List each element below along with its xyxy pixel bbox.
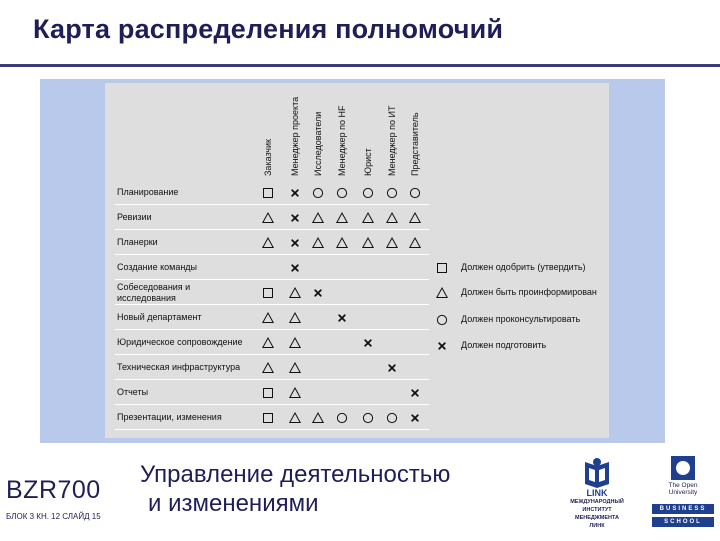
circle-icon [335, 411, 349, 425]
triangle-icon [288, 311, 302, 325]
box-icon [261, 386, 275, 400]
cross-icon [311, 286, 325, 300]
column-header: Менеджер по ИТ [387, 105, 397, 176]
row-label: Планерки [117, 237, 158, 247]
triangle-icon [335, 211, 349, 225]
wordmark-line: The Open [668, 482, 698, 489]
triangle-icon [288, 286, 302, 300]
row-label: Собеседования и исследования [117, 282, 191, 303]
cross-icon [361, 336, 375, 350]
link-caption [558, 498, 636, 530]
legend-label: Должен проконсультировать [461, 314, 581, 324]
row-label: Техническая инфраструктура [117, 362, 241, 372]
triangle-icon [361, 211, 375, 225]
triangle-icon [408, 211, 422, 225]
row-label: Юридическое сопровождение [117, 337, 243, 347]
cross-icon [288, 261, 302, 275]
cross-icon [288, 236, 302, 250]
column-header: Исследователи [313, 111, 323, 176]
row-divider [115, 204, 429, 205]
course-title [140, 460, 450, 518]
cross-icon [335, 311, 349, 325]
row-label: Презентации, изменения [117, 412, 222, 422]
row-label: Планирование [117, 187, 179, 197]
triangle-icon [361, 236, 375, 250]
triangle-icon [288, 336, 302, 350]
legend-label: Должен быть проинформирован [461, 287, 597, 297]
triangle-icon [408, 236, 422, 250]
triangle-icon [261, 336, 275, 350]
column-header: Менеджер проекта [290, 96, 300, 176]
circle-icon [408, 186, 422, 200]
triangle-icon [335, 236, 349, 250]
row-label: Ревизии [117, 212, 152, 222]
column-header: Заказчик [263, 139, 273, 176]
course-title-line-2: и изменениями [148, 490, 319, 517]
link-caption-line: МЕНЕДЖМЕНТА [575, 515, 619, 521]
cross-icon [288, 211, 302, 225]
legend-label: Должен подготовить [461, 340, 547, 350]
responsibility-matrix [105, 83, 609, 438]
page-title: Карта распределения полномочий [33, 14, 504, 44]
column-header: Юрист [363, 148, 373, 176]
triangle-icon [261, 361, 275, 375]
link-caption-line: ЛИНК [589, 523, 605, 529]
triangle-icon [288, 361, 302, 375]
circle-icon [361, 411, 375, 425]
box-icon [261, 286, 275, 300]
triangle-icon [288, 411, 302, 425]
course-code: BZR700 [6, 476, 101, 504]
cross-icon [408, 411, 422, 425]
legend-triangle-icon [435, 286, 449, 300]
legend-box-icon [435, 261, 449, 275]
row-divider [115, 279, 429, 280]
triangle-icon [261, 311, 275, 325]
triangle-icon [311, 211, 325, 225]
triangle-icon [261, 236, 275, 250]
triangle-icon [385, 236, 399, 250]
row-label: Новый департамент [117, 312, 202, 322]
circle-icon [385, 411, 399, 425]
course-title-line-1: Управление деятельностью [140, 461, 451, 488]
slide-reference: БЛОК 3 КН. 12 СЛАЙД 15 [6, 512, 101, 521]
link-institute-logo [558, 456, 636, 536]
cross-icon [408, 386, 422, 400]
row-divider [115, 229, 429, 230]
cross-icon [385, 361, 399, 375]
circle-icon [361, 186, 375, 200]
row-label: Отчеты [117, 387, 149, 397]
link-caption-line: МЕЖДУНАРОДНЫЙ [570, 499, 624, 505]
triangle-icon [288, 386, 302, 400]
triangle-icon [311, 411, 325, 425]
circle-icon [385, 186, 399, 200]
circle-icon [311, 186, 325, 200]
title-divider [0, 64, 720, 67]
open-university-wordmark [650, 482, 716, 496]
row-label: Создание команды [117, 262, 198, 272]
wordmark-line: University [668, 489, 698, 496]
business-band: BUSINESS [652, 504, 714, 514]
legend-circle-icon [435, 313, 449, 327]
box-icon [261, 411, 275, 425]
link-caption-line: ИНСТИТУТ [582, 507, 612, 513]
open-university-logo [650, 456, 716, 532]
legend-cross-icon [435, 339, 449, 353]
row-divider [115, 429, 429, 430]
triangle-icon [385, 211, 399, 225]
legend-label: Должен одобрить (утвердить) [461, 262, 586, 272]
school-band: SCHOOL [652, 517, 714, 527]
row-divider [115, 404, 429, 405]
circle-icon [335, 186, 349, 200]
box-icon [261, 186, 275, 200]
triangle-icon [311, 236, 325, 250]
column-header: Менеджер по HF [337, 105, 347, 176]
row-divider [115, 304, 429, 305]
cross-icon [288, 186, 302, 200]
triangle-icon [261, 211, 275, 225]
column-header: Представитель [410, 112, 420, 176]
row-divider [115, 379, 429, 380]
row-divider [115, 254, 429, 255]
row-divider [115, 354, 429, 355]
link-wordmark: LINK [586, 488, 608, 498]
row-divider [115, 329, 429, 330]
